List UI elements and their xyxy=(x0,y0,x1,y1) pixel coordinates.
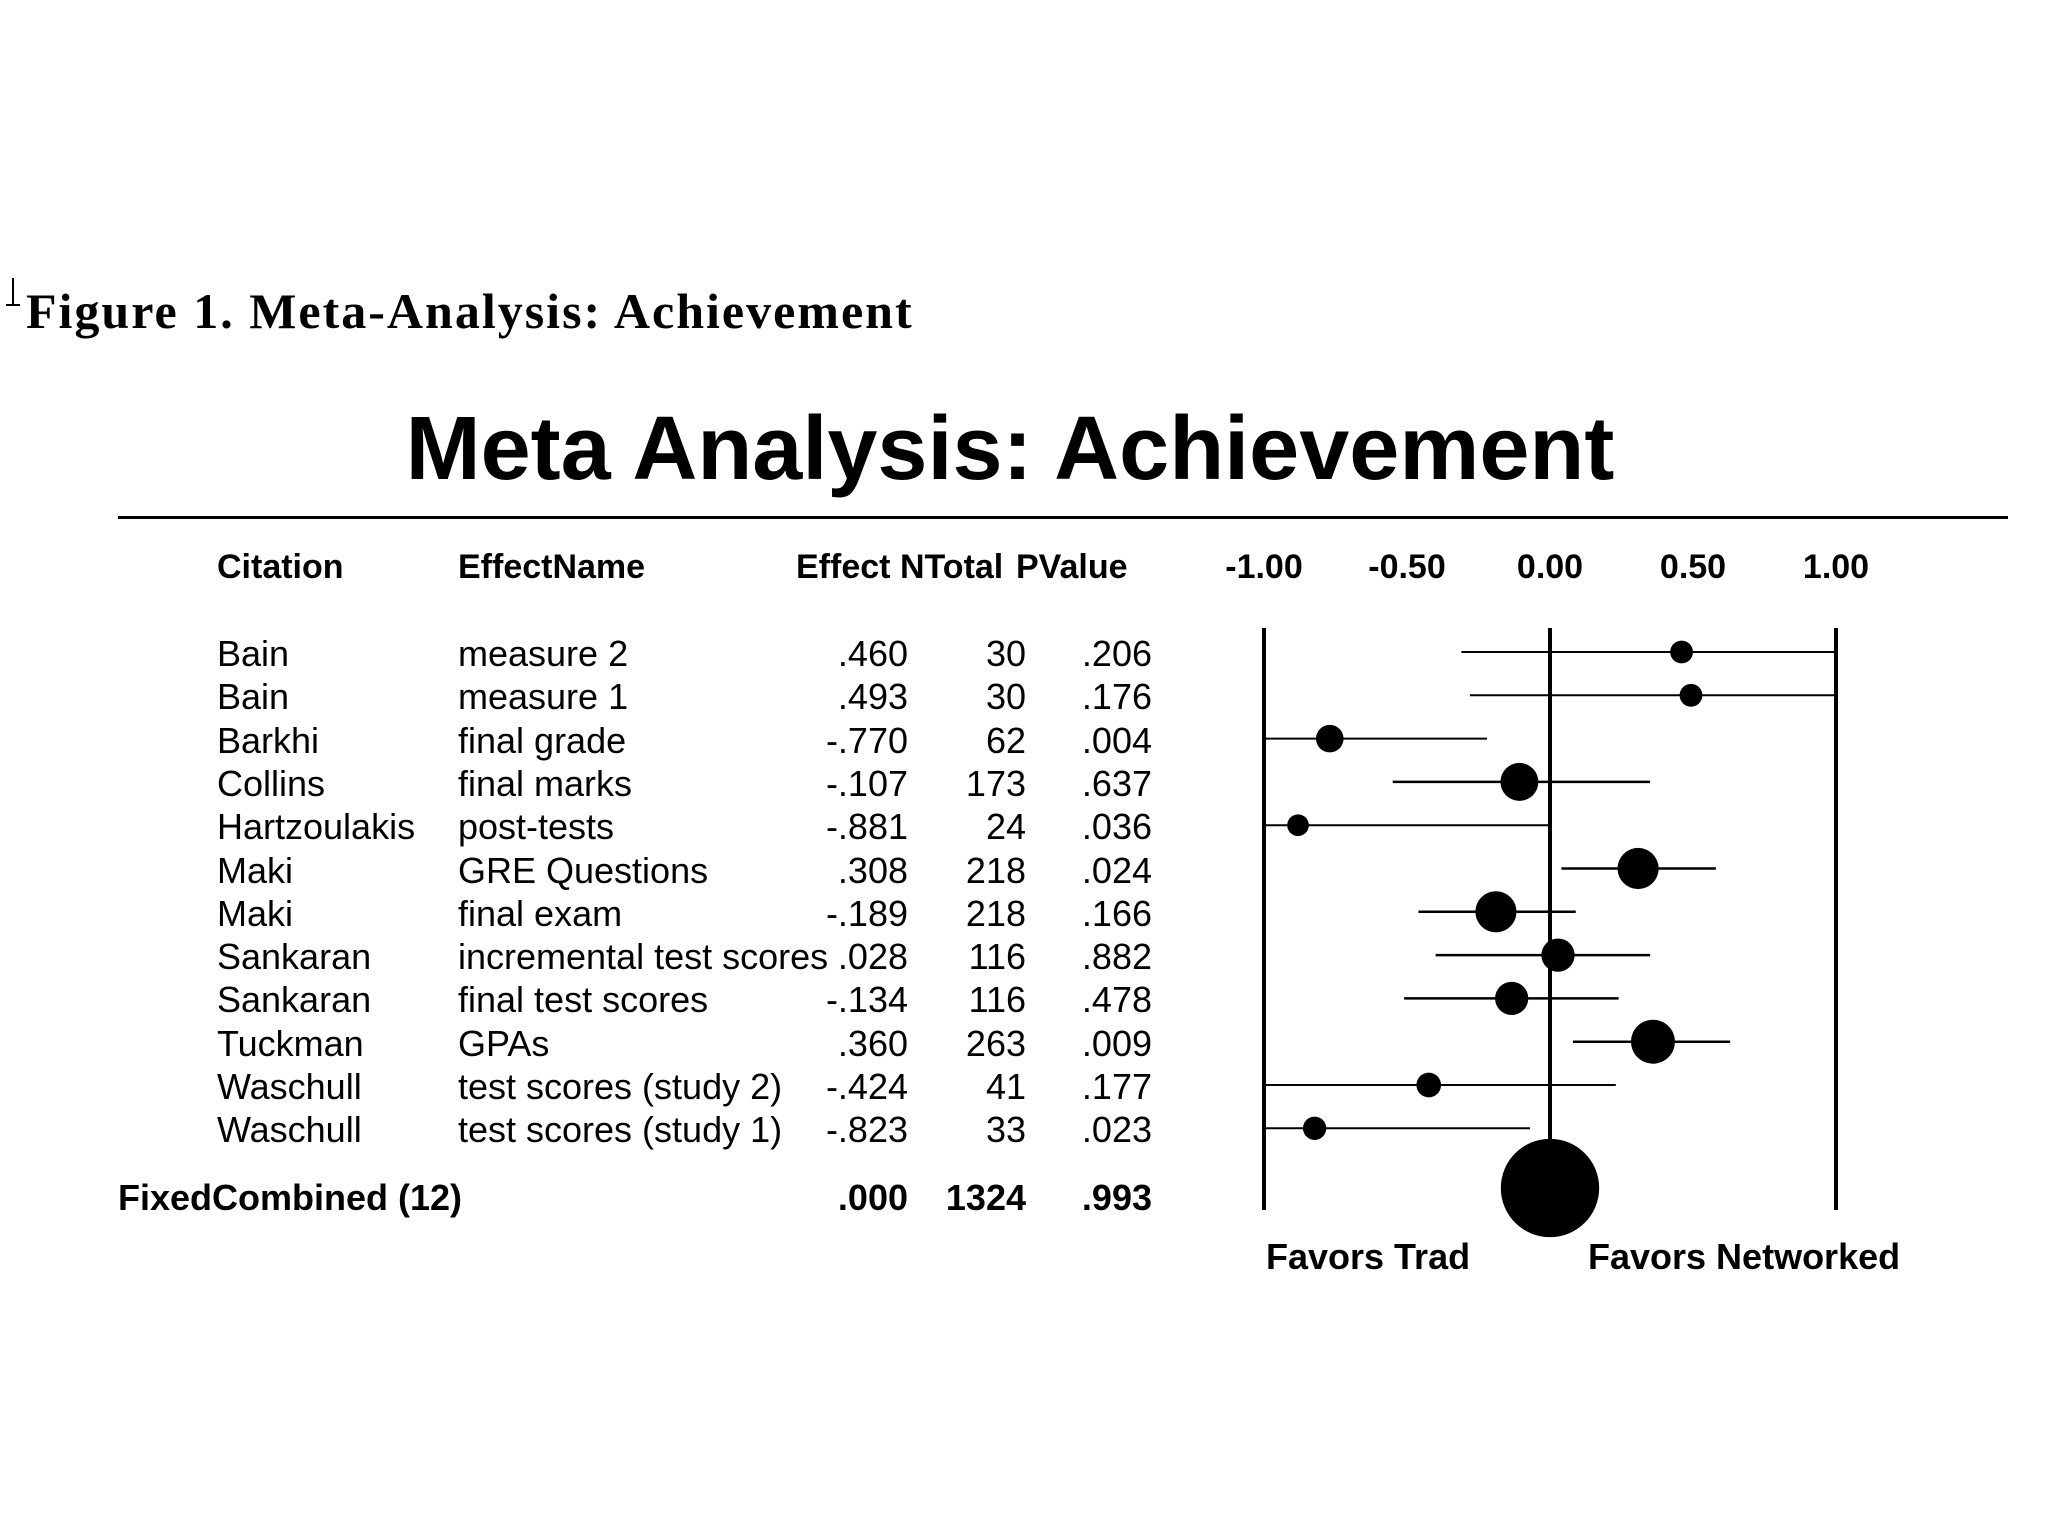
combined-ntotal: 1324 xyxy=(945,1177,1026,1218)
row-effect: .028 xyxy=(837,936,908,978)
row-ntotal: 218 xyxy=(965,849,1026,891)
row-ntotal: 62 xyxy=(985,719,1026,761)
x-tick-label: -0.50 xyxy=(1368,548,1446,586)
row-effect: .460 xyxy=(837,633,908,674)
row-pvalue: .023 xyxy=(1081,1109,1152,1151)
row-effect-name: GPAs xyxy=(458,1022,550,1064)
row-citation: Bain xyxy=(217,633,290,674)
row-pvalue: .004 xyxy=(1081,719,1152,761)
row-effect: -.881 xyxy=(825,806,908,848)
row-ntotal: 30 xyxy=(985,676,1026,718)
row-effect-name: final grade xyxy=(458,719,627,761)
x-tick-label: 0.50 xyxy=(1659,548,1727,586)
row-effect: .360 xyxy=(837,1022,908,1064)
row-effect: .493 xyxy=(837,676,908,718)
row-effect-name: measure 2 xyxy=(458,633,629,674)
row-effect-name: final test scores xyxy=(458,979,709,1021)
row-effect-name: incremental test scores xyxy=(458,936,829,978)
row-effect: -.107 xyxy=(825,762,908,804)
row-citation: Tuckman xyxy=(217,1022,364,1064)
row-citation: Sankaran xyxy=(217,979,372,1021)
effect-point xyxy=(1303,1117,1326,1140)
row-effect: .308 xyxy=(837,849,908,891)
effect-point xyxy=(1618,848,1659,889)
combined-label: FixedCombined (12) xyxy=(118,1177,463,1218)
favors-left-label: Favors Trad xyxy=(1266,1236,1471,1277)
row-citation: Hartzoulakis xyxy=(217,806,416,848)
row-effect-name: post-tests xyxy=(458,806,615,848)
row-effect: -.823 xyxy=(825,1109,908,1151)
row-citation: Barkhi xyxy=(217,719,320,761)
row-pvalue: .637 xyxy=(1081,762,1152,804)
column-header-effect-name: EffectName xyxy=(458,548,646,586)
effect-point xyxy=(1670,641,1693,664)
row-ntotal: 116 xyxy=(968,979,1026,1021)
column-header-ntotal: NTotal xyxy=(900,548,1004,586)
row-pvalue: .166 xyxy=(1081,892,1152,934)
combined-effect-point xyxy=(1501,1139,1599,1237)
column-header-citation: Citation xyxy=(217,548,344,586)
row-ntotal: 116 xyxy=(968,936,1026,978)
row-ntotal: 173 xyxy=(965,762,1026,804)
row-effect-name: final marks xyxy=(458,762,633,804)
row-pvalue: .176 xyxy=(1081,676,1152,718)
effect-point xyxy=(1500,763,1538,801)
row-effect-name: test scores (study 2) xyxy=(458,1066,783,1107)
row-effect: -.189 xyxy=(825,892,908,934)
row-ntotal: 30 xyxy=(985,633,1026,674)
x-tick-label: 0.00 xyxy=(1516,548,1584,586)
combined-pvalue: .993 xyxy=(1081,1177,1152,1218)
row-pvalue: .478 xyxy=(1081,979,1152,1021)
row-pvalue: .177 xyxy=(1081,1066,1152,1107)
row-pvalue: .024 xyxy=(1081,849,1152,891)
figure-caption: Figure 1. Meta-Analysis: Achievement xyxy=(26,283,914,339)
favors-right-label: Favors Networked xyxy=(1588,1236,1901,1277)
row-citation: Bain xyxy=(217,676,290,718)
row-effect: -.770 xyxy=(825,719,908,761)
row-citation: Collins xyxy=(217,762,326,804)
row-pvalue: .882 xyxy=(1081,936,1152,978)
row-effect-name: measure 1 xyxy=(458,676,629,718)
chart-title: Meta Analysis: Achievement xyxy=(405,399,1615,499)
combined-effect: .000 xyxy=(837,1177,908,1218)
row-ntotal: 41 xyxy=(985,1066,1026,1107)
effect-point xyxy=(1416,1073,1441,1098)
row-citation: Waschull xyxy=(217,1066,362,1107)
row-effect: -.424 xyxy=(825,1066,908,1107)
effect-point xyxy=(1475,891,1516,932)
x-tick-label: 1.00 xyxy=(1802,548,1870,586)
row-ntotal: 24 xyxy=(985,806,1026,848)
row-effect-name: final exam xyxy=(458,892,623,934)
row-citation: Sankaran xyxy=(217,936,372,978)
row-ntotal: 218 xyxy=(965,892,1026,934)
effect-point xyxy=(1287,814,1309,836)
effect-point xyxy=(1680,684,1703,707)
row-pvalue: .009 xyxy=(1081,1022,1152,1064)
row-citation: Maki xyxy=(217,849,294,891)
row-pvalue: .206 xyxy=(1081,633,1152,674)
effect-point xyxy=(1316,725,1344,753)
effect-point xyxy=(1541,938,1574,971)
row-effect-name: GRE Questions xyxy=(458,849,709,891)
row-ntotal: 33 xyxy=(985,1109,1026,1151)
row-ntotal: 263 xyxy=(965,1022,1026,1064)
column-header-effect: Effect xyxy=(796,548,891,586)
effect-point xyxy=(1495,982,1528,1015)
column-header-pvalue: PValue xyxy=(1016,548,1128,586)
effect-point xyxy=(1631,1020,1675,1064)
row-citation: Waschull xyxy=(217,1109,362,1151)
row-effect-name: test scores (study 1) xyxy=(458,1109,783,1151)
x-tick-label: -1.00 xyxy=(1225,548,1303,586)
row-pvalue: .036 xyxy=(1081,806,1152,848)
row-effect: -.134 xyxy=(825,979,908,1021)
row-citation: Maki xyxy=(217,892,294,934)
